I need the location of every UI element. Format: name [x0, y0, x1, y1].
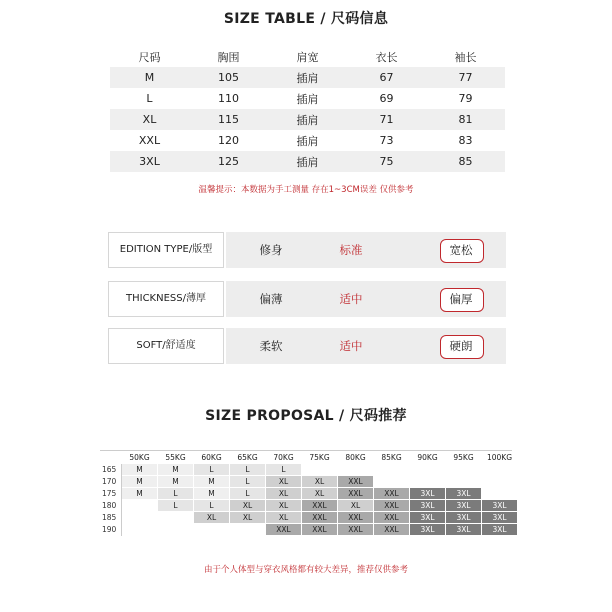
size-cell: XXL: [138, 134, 161, 147]
header-cell: 尺码: [138, 50, 161, 64]
edition-row-label: EDITION TYPE/版型: [108, 232, 224, 268]
grid-row: [100, 524, 518, 536]
size-recommendation-cell: XL: [230, 512, 266, 524]
size-row: [110, 67, 505, 88]
size-recommendation-cell: XXL: [338, 524, 374, 536]
grid-row: [100, 488, 518, 500]
size-row: [110, 109, 505, 130]
size-recommendation-cell: XXL: [302, 524, 338, 536]
size-recommendation-cell: [374, 476, 410, 488]
size-recommendation-cell: XL: [266, 512, 302, 524]
size-recommendation-cell: XL: [266, 500, 302, 512]
size-recommendation-cell: 3XL: [410, 500, 446, 512]
grid-header-row: [100, 452, 518, 464]
size-recommendation-cell: [158, 524, 194, 536]
size-cell: 79: [458, 92, 473, 105]
weight-header: 65KG: [230, 452, 266, 464]
edition-row-label: THICKNESS/薄厚: [108, 281, 224, 317]
edition-options: [226, 281, 506, 317]
size-recommendation-cell: 3XL: [410, 512, 446, 524]
size-recommendation-cell: [122, 500, 158, 512]
size-recommendation-cell: XL: [266, 476, 302, 488]
size-row: [110, 151, 505, 172]
edition-option-selected: 标准: [339, 243, 363, 257]
size-cell: 85: [458, 155, 473, 168]
edition-option-selected: 适中: [339, 339, 363, 353]
size-recommendation-cell: XL: [302, 488, 338, 500]
size-recommendation-cell: [410, 464, 446, 476]
edition-row: [108, 232, 506, 268]
weight-header: 60KG: [194, 452, 230, 464]
size-cell: M: [144, 71, 155, 84]
height-header: 190: [100, 524, 122, 536]
size-recommendation-cell: XL: [266, 488, 302, 500]
grid-corner: [100, 452, 122, 464]
size-table-note: 温馨提示：本数据为手工测量 存在1~3CM误差 仅供参考: [198, 185, 414, 195]
size-recommendation-cell: M: [122, 464, 158, 476]
size-recommendation-cell: 3XL: [446, 500, 482, 512]
size-recommendation-cell: 3XL: [482, 524, 518, 536]
height-header: 175: [100, 488, 122, 500]
size-recommendation-cell: M: [122, 476, 158, 488]
size-recommendation-cell: 3XL: [410, 488, 446, 500]
size-proposal-note: 由于个人体型与穿衣风格都有较大差异，推荐仅供参考: [203, 565, 408, 575]
size-recommendation-cell: 3XL: [482, 512, 518, 524]
size-cell: 69: [379, 92, 394, 105]
size-recommendation-cell: XXL: [374, 524, 410, 536]
size-cell: 75: [379, 155, 394, 168]
size-row: [110, 88, 505, 109]
size-recommendation-cell: [446, 476, 482, 488]
size-cell: 110: [218, 92, 239, 105]
size-recommendation-cell: XXL: [338, 488, 374, 500]
size-recommendation-cell: 3XL: [482, 500, 518, 512]
size-proposal-grid: [100, 452, 518, 536]
size-cell: XL: [142, 113, 157, 126]
edition-row-label: SOFT/舒适度: [108, 328, 224, 364]
weight-header: 85KG: [374, 452, 410, 464]
size-cell: 125: [218, 155, 239, 168]
size-recommendation-cell: 3XL: [446, 512, 482, 524]
size-recommendation-cell: M: [194, 476, 230, 488]
size-cell: L: [146, 92, 153, 105]
weight-header: 55KG: [158, 452, 194, 464]
size-recommendation-cell: L: [230, 476, 266, 488]
grid-row: [100, 512, 518, 524]
size-recommendation-cell: [302, 464, 338, 476]
size-recommendation-cell: [482, 464, 518, 476]
weight-header: 50KG: [122, 452, 158, 464]
size-recommendation-cell: [482, 488, 518, 500]
size-recommendation-cell: [230, 524, 266, 536]
size-recommendation-cell: L: [158, 488, 194, 500]
height-header: 180: [100, 500, 122, 512]
size-cell: 插肩: [296, 155, 319, 169]
height-header: 185: [100, 512, 122, 524]
weight-header: 95KG: [446, 452, 482, 464]
header-cell: 肩宽: [296, 50, 319, 64]
grid-row: [100, 476, 518, 488]
size-recommendation-cell: XXL: [374, 512, 410, 524]
weight-header: 90KG: [410, 452, 446, 464]
size-recommendation-cell: 3XL: [446, 524, 482, 536]
grid-row: [100, 464, 518, 476]
size-row: [110, 130, 505, 151]
size-cell: 105: [218, 71, 239, 84]
edition-option: 硬朗: [449, 339, 473, 353]
size-recommendation-cell: XXL: [338, 476, 374, 488]
edition-option: 宽松: [449, 243, 473, 257]
header-cell: 胸围: [217, 50, 240, 64]
weight-header: 100KG: [482, 452, 518, 464]
grid-top-divider: [100, 450, 512, 451]
edition-options: [226, 328, 506, 364]
edition-option: 偏厚: [449, 292, 473, 306]
size-cell: 83: [458, 134, 473, 147]
weight-header: 70KG: [266, 452, 302, 464]
size-recommendation-cell: XXL: [302, 512, 338, 524]
size-cell: 插肩: [296, 113, 319, 127]
edition-option-selected: 适中: [339, 292, 363, 306]
size-proposal-title: SIZE PROPOSAL / 尺码推荐: [205, 408, 407, 424]
size-recommendation-cell: 3XL: [446, 488, 482, 500]
edition-row: [108, 281, 506, 317]
size-recommendation-cell: XL: [302, 476, 338, 488]
size-cell: 81: [458, 113, 473, 126]
size-table-header: [110, 46, 505, 67]
size-cell: 3XL: [139, 155, 160, 168]
size-cell: 115: [218, 113, 239, 126]
size-recommendation-cell: [410, 476, 446, 488]
size-recommendation-cell: XL: [194, 512, 230, 524]
weight-header: 75KG: [302, 452, 338, 464]
edition-options: [226, 232, 506, 268]
size-recommendation-cell: [158, 512, 194, 524]
size-recommendation-cell: [122, 524, 158, 536]
size-recommendation-cell: XXL: [374, 488, 410, 500]
size-recommendation-cell: [122, 512, 158, 524]
edition-option: 柔软: [259, 339, 283, 353]
grid-row: [100, 500, 518, 512]
edition-option: 偏薄: [259, 292, 283, 306]
size-recommendation-cell: M: [122, 488, 158, 500]
size-recommendation-cell: XL: [230, 500, 266, 512]
size-table-title: SIZE TABLE / 尺码信息: [223, 11, 389, 27]
size-recommendation-cell: L: [266, 464, 302, 476]
size-recommendation-cell: L: [230, 488, 266, 500]
height-header: 165: [100, 464, 122, 476]
size-cell: 77: [458, 71, 473, 84]
size-recommendation-cell: 3XL: [410, 524, 446, 536]
size-cell: 73: [379, 134, 394, 147]
size-cell: 67: [379, 71, 394, 84]
size-recommendation-cell: XXL: [266, 524, 302, 536]
size-recommendation-cell: L: [194, 464, 230, 476]
size-table: [110, 46, 505, 172]
size-cell: 71: [379, 113, 394, 126]
size-recommendation-cell: L: [158, 500, 194, 512]
size-cell: 插肩: [296, 92, 319, 106]
size-recommendation-cell: M: [158, 476, 194, 488]
size-recommendation-cell: [194, 524, 230, 536]
size-recommendation-cell: [482, 476, 518, 488]
size-recommendation-cell: M: [158, 464, 194, 476]
size-recommendation-cell: L: [194, 500, 230, 512]
header-cell: 袖长: [454, 50, 477, 64]
size-recommendation-cell: L: [230, 464, 266, 476]
size-recommendation-cell: [374, 464, 410, 476]
header-cell: 衣长: [375, 50, 398, 64]
size-cell: 120: [218, 134, 239, 147]
size-recommendation-cell: XXL: [338, 512, 374, 524]
size-cell: 插肩: [296, 134, 319, 148]
size-cell: 插肩: [296, 71, 319, 85]
height-header: 170: [100, 476, 122, 488]
edition-row: [108, 328, 506, 364]
weight-header: 80KG: [338, 452, 374, 464]
size-recommendation-cell: XL: [338, 500, 374, 512]
size-recommendation-cell: XXL: [374, 500, 410, 512]
size-recommendation-cell: M: [194, 488, 230, 500]
edition-option: 修身: [259, 243, 283, 257]
size-recommendation-cell: [446, 464, 482, 476]
size-recommendation-cell: [338, 464, 374, 476]
size-recommendation-cell: XXL: [302, 500, 338, 512]
